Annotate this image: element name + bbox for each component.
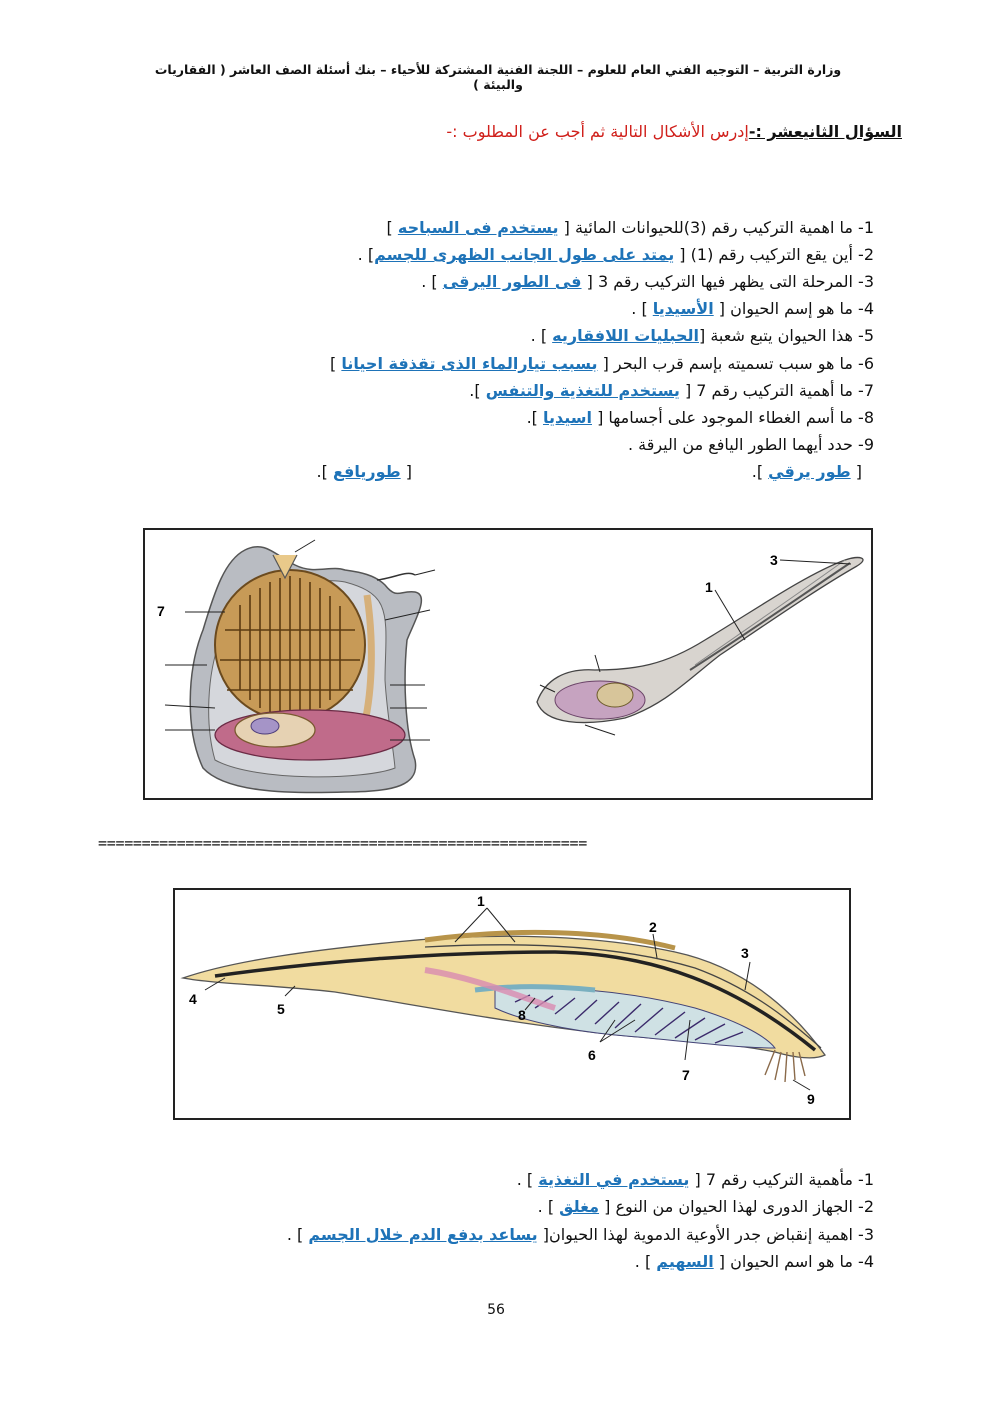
larva-notochord — [690, 563, 850, 670]
answer: يستخدم للتغذية والتنفس — [485, 381, 680, 400]
answer: اسيديا — [542, 408, 592, 427]
figure-ascidian — [143, 528, 873, 800]
answer: يستخدم فى السباحه — [397, 218, 559, 237]
part1-q2: 2- أين يقع التركيب رقم (1) [ يمتد على طول الجانب الظهرى للجسم] . — [357, 245, 874, 264]
part2-q1: 1- مأهمية التركيب رقم 7 [ يستخدم في التغذية ] . — [516, 1170, 874, 1189]
part1-q8: 8- ما أسم الغطاء الموجود على أجسامها [ اسيديا ]. — [526, 408, 874, 427]
part2-q4: 4- ما هو اسم الحيوان [ السهيم ] . — [634, 1252, 874, 1271]
answer: السهيم — [656, 1252, 714, 1271]
part2-q3: 3- اهمية إنقباض جدر الأوعية الدموية لهذا الحيوان[ يساعد بدفع الدم خلال الجسم ] . — [286, 1225, 874, 1244]
ganglion — [251, 718, 279, 734]
label-1: 1 — [477, 893, 485, 909]
answer: يساعد بدفع الدم خلال الجسم — [308, 1225, 538, 1244]
label-7: 7 — [682, 1067, 690, 1083]
answer: فى الطور اليرقى — [442, 272, 582, 291]
section-divider: ======================================================== — [98, 834, 587, 852]
answer: الأسيديا — [652, 299, 714, 318]
q9-answer-larva: [ طور يرقي ]. — [751, 462, 862, 481]
answer: بسبب تيارالماء الذى تقذفة احيانا — [341, 354, 598, 373]
label-3: 3 — [741, 945, 749, 961]
label-9: 9 — [807, 1091, 815, 1107]
larva-nerve-cord — [695, 560, 845, 665]
label-3: 3 — [770, 552, 778, 568]
amphioxus-illustration — [175, 890, 849, 1118]
label-5: 5 — [277, 1001, 285, 1017]
label-1: 1 — [705, 579, 713, 595]
part2-q2: 2- الجهاز الدورى لهذا الحيوان من النوع [ مغلق ] . — [537, 1197, 874, 1216]
larva-gut — [597, 683, 633, 707]
atrial-siphon-arrow — [377, 573, 415, 580]
question-instruction: إدرس الأشكال التالية ثم أجب عن المطلوب :- — [446, 122, 749, 141]
part1-q6: 6- ما هو سبب تسميته بإسم قرب البحر [ بسبب تيارالماء الذى تقذفة احيانا ] — [330, 354, 874, 373]
answer: الحبليات اللافقاريه — [552, 326, 699, 345]
part1-q5: 5- هذا الحيوان يتبع شعبة [الحبليات اللافقاريه ] . — [530, 326, 874, 345]
label-8: 8 — [518, 1007, 526, 1023]
question-title — [446, 122, 902, 141]
q9-answer-adult: [ طوريافع ]. — [316, 462, 412, 481]
page-number: 56 — [487, 1302, 505, 1318]
label-7: 7 — [157, 603, 165, 619]
figure-amphioxus — [173, 888, 851, 1120]
part1-q3: 3- المرحلة التى يظهر فيها التركيب رقم 3 [ فى الطور اليرقى ] . — [421, 272, 874, 291]
part1-q9: 9- حدد أيهما الطور اليافع من اليرقة . — [627, 435, 874, 454]
answer: يمتد على طول الجانب الظهرى للجسم — [374, 245, 675, 264]
ascidian-illustration — [145, 530, 871, 798]
part1-q4: 4- ما هو إسم الحيوان [ الأسيديا ] . — [631, 299, 874, 318]
part1-q1: 1- ما اهمية التركيب رقم (3)للحيوانات المائية [ يستخدم فى السباحه ] — [386, 218, 874, 237]
answer: مغلق — [559, 1197, 600, 1216]
part1-q7: 7- ما أهمية التركيب رقم 7 [ يستخدم للتغذية والتنفس ]. — [469, 381, 874, 400]
label-4: 4 — [189, 991, 197, 1007]
answer: يستخدم في التغذية — [538, 1170, 690, 1189]
label-2: 2 — [649, 919, 657, 935]
label-6: 6 — [588, 1047, 596, 1063]
page-header: وزارة التربية – التوجيه الفني العام للعلوم – اللجنة الفنية المشتركة للأحياء – بنك أسئلة الصف العاشر ( الفقاريات والبيئة ) — [154, 62, 842, 92]
question-label: السؤال الثانيعشر :- — [748, 122, 902, 141]
